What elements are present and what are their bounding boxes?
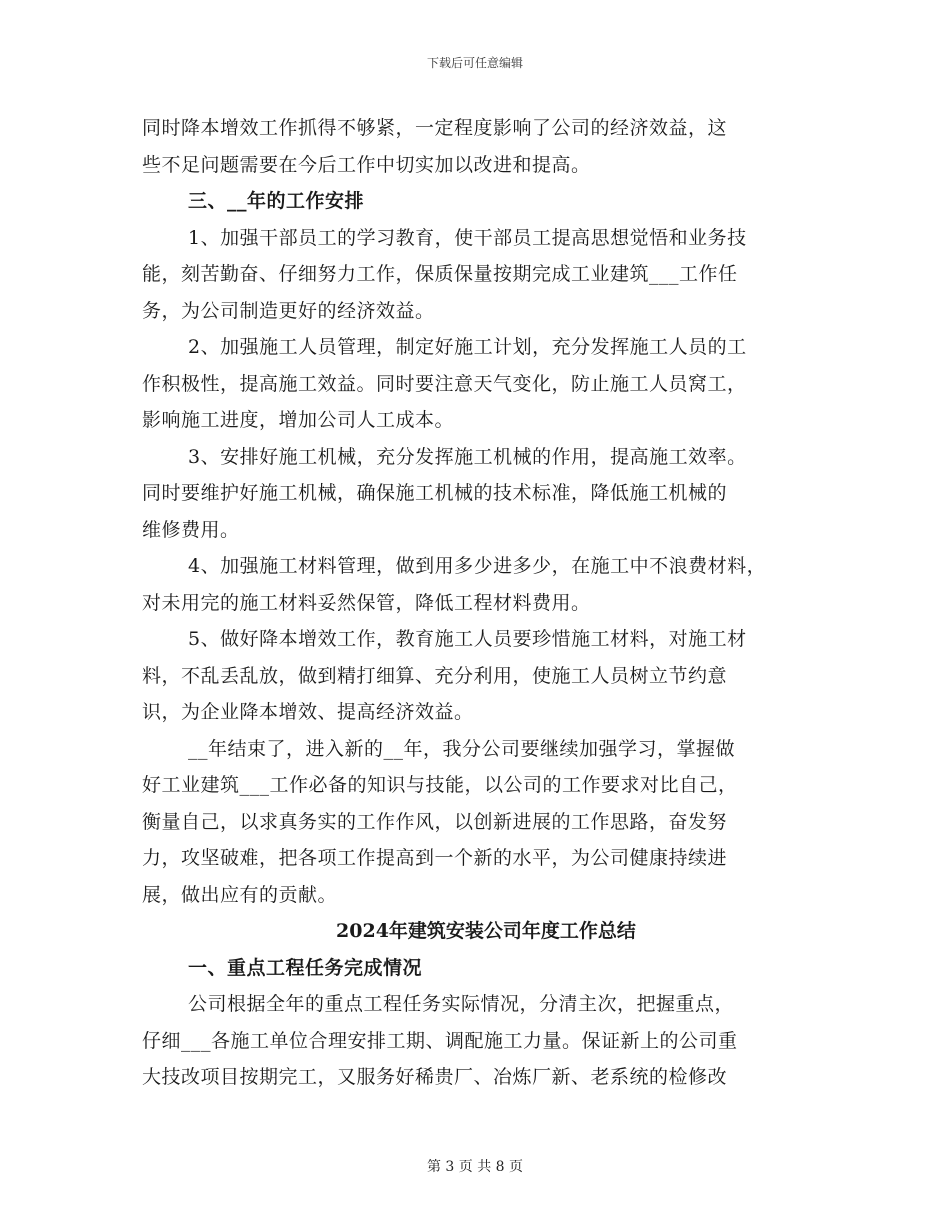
paragraph-line: 5、做好降本增效工作，教育施工人员要珍惜施工材料，对施工材: [188, 628, 747, 650]
paragraph-line: __年结束了，进入新的__年，我分公司要继续加强学习，掌握做: [188, 737, 736, 760]
paragraph-line: 维修费用。: [142, 518, 240, 541]
paragraph-line: 对未用完的施工材料妥然保管，降低工程材料费用。: [142, 591, 591, 614]
paragraph-line: 仔细___各施工单位合理安排工期、调配施工力量。保证新上的公司重: [142, 1029, 738, 1052]
document-title: 2024年建筑安装公司年度工作总结: [336, 920, 636, 942]
paragraph-line: 能，刻苦勤奋、仔细努力工作，保质保量按期完成工业建筑___工作任: [142, 263, 738, 285]
section-heading-key-projects: 一、重点工程任务完成情况: [188, 956, 423, 979]
paragraph-line: 1、加强干部员工的学习教育，使干部员工提高思想觉悟和业务技: [188, 226, 747, 249]
paragraph-line: 公司根据全年的重点工程任务实际情况，分清主次，把握重点，: [188, 993, 735, 1015]
page-number: 第 3 页 共 8 页: [426, 1159, 524, 1175]
paragraph-line: 识，为企业降本增效、提高经济效益。: [142, 701, 474, 723]
paragraph-line: 3、安排好施工机械，充分发挥施工机械的作用，提高施工效率。: [188, 445, 747, 468]
paragraph-line: 些不足问题需要在今后工作中切实加以改进和提高。: [142, 153, 591, 176]
paragraph-line: 展，做出应有的贡献。: [142, 883, 338, 906]
document-body: [142, 110, 810, 1096]
paragraph-line: 同时要维护好施工机械，确保施工机械的技术标准，降低施工机械的: [142, 482, 728, 504]
paragraph-line: 作积极性，提高施工效益。同时要注意天气变化，防止施工人员窝工，: [142, 372, 747, 395]
paragraph-line: 衡量自己，以求真务实的工作作风，以创新进展的工作思路，奋发努: [142, 810, 728, 833]
paragraph-line: 大技改项目按期完工，又服务好稀贵厂、冶炼厂新、老系统的检修改: [142, 1066, 728, 1088]
paragraph-line: 好工业建筑___工作必备的知识与技能，以公司的工作要求对比自己，: [142, 774, 738, 796]
paragraph-line: 2、加强施工人员管理，制定好施工计划，充分发挥施工人员的工: [188, 336, 747, 358]
download-note: 下载后可任意编辑: [426, 56, 523, 70]
paragraph-line: 影响施工进度，增加公司人工成本。: [142, 409, 455, 431]
paragraph-line: 4、加强施工材料管理，做到用多少进多少，在施工中不浪费材料，: [188, 555, 767, 577]
section-heading-work-plan: 三、__年的工作安排: [188, 190, 365, 212]
paragraph-line: 务，为公司制造更好的经济效益。: [142, 299, 435, 322]
paragraph-line: 料，不乱丢乱放，做到精打细算、充分利用，使施工人员树立节约意: [142, 664, 728, 687]
paragraph-line: 同时降本增效工作抓得不够紧，一定程度影响了公司的经济效益，这: [142, 117, 728, 139]
paragraph-line: 力，攻坚破难，把各项工作提高到一个新的水平，为公司健康持续进: [142, 847, 728, 869]
